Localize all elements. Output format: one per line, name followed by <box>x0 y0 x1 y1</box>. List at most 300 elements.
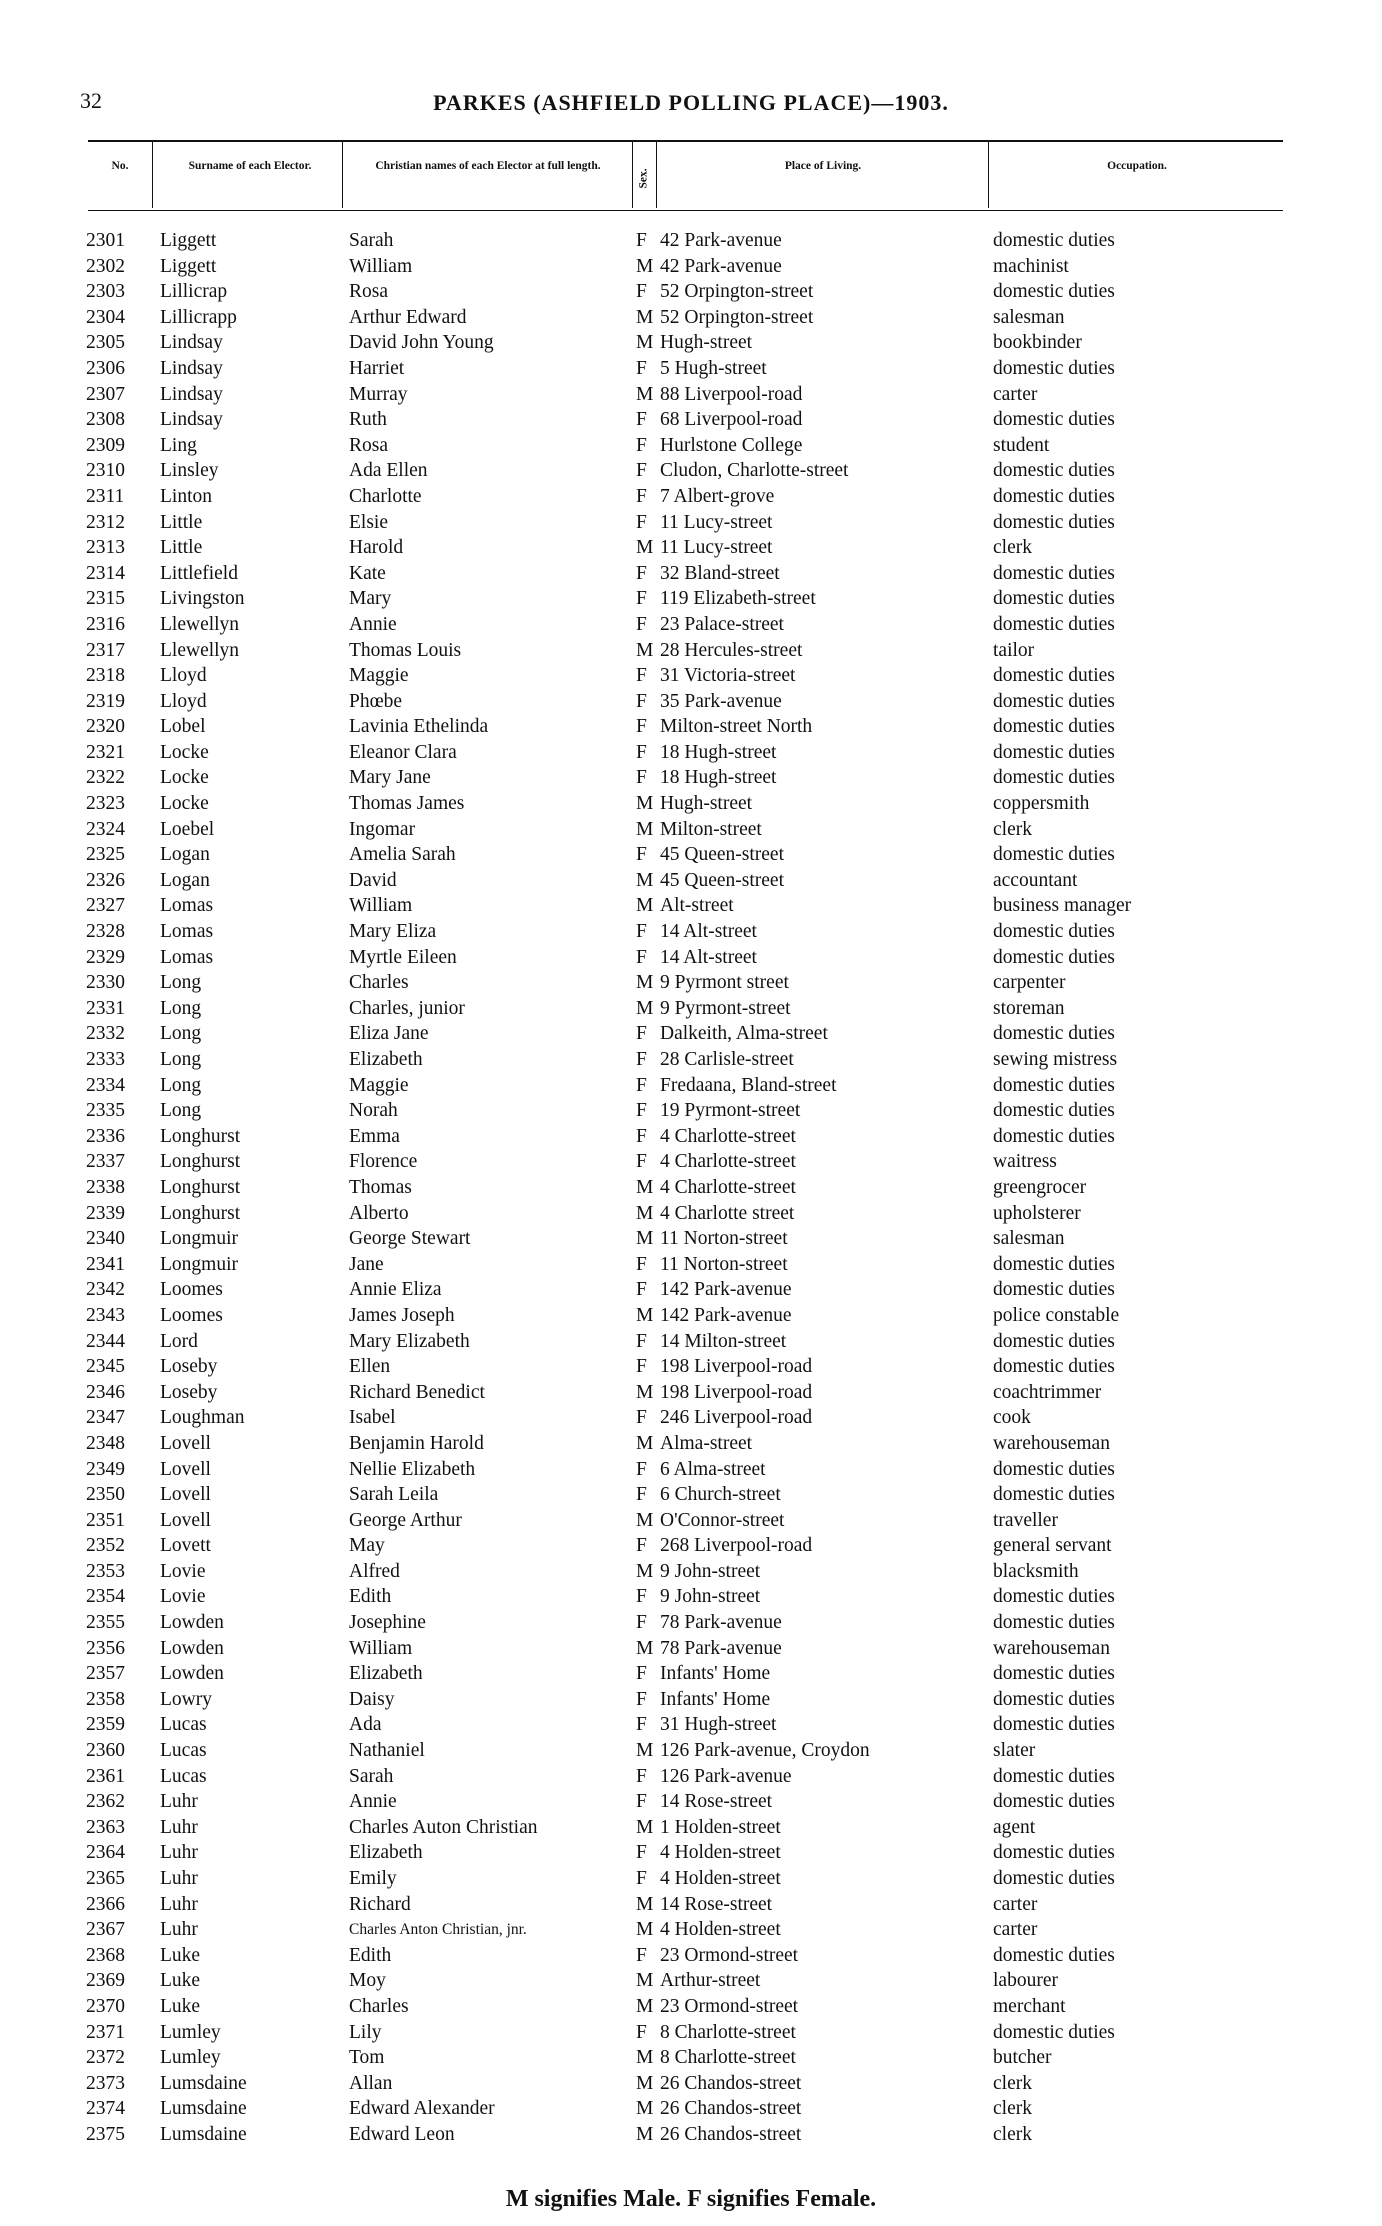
elector-surname: Loebel <box>160 818 215 840</box>
elector-sex: F <box>636 613 647 635</box>
elector-surname: Luke <box>160 1944 201 1966</box>
elector-christian-names: Nathaniel <box>349 1740 425 1762</box>
elector-number: 2318 <box>86 665 125 687</box>
elector-occupation: general servant <box>993 1535 1112 1557</box>
column-header-no: No. <box>111 160 129 172</box>
elector-surname: Lovell <box>160 1458 211 1480</box>
elector-surname: Lovie <box>160 1586 206 1608</box>
elector-surname: Ling <box>160 434 197 456</box>
elector-surname: Lindsay <box>160 357 223 379</box>
elector-surname: Lobel <box>160 716 206 738</box>
elector-place-of-living: 14 Alt-street <box>660 946 757 968</box>
elector-place-of-living: 26 Chandos-street <box>660 2072 802 2094</box>
elector-number: 2337 <box>86 1151 125 1173</box>
elector-row <box>0 330 1382 356</box>
elector-christian-names: Josephine <box>349 1612 426 1634</box>
elector-christian-names: David <box>349 869 397 891</box>
elector-place-of-living: Hugh-street <box>660 332 753 354</box>
elector-sex: M <box>636 537 654 559</box>
elector-sex: F <box>636 1663 647 1685</box>
elector-row <box>0 484 1382 510</box>
elector-row <box>0 1431 1382 1457</box>
elector-number: 2302 <box>86 255 125 277</box>
elector-place-of-living: 14 Milton-street <box>660 1330 787 1352</box>
elector-christian-names: Alberto <box>349 1202 409 1224</box>
elector-surname: Lomas <box>160 895 214 917</box>
elector-place-of-living: 8 Charlotte-street <box>660 2021 796 2043</box>
elector-sex: F <box>636 511 647 533</box>
elector-place-of-living: 9 Pyrmont-street <box>660 997 791 1019</box>
elector-row <box>0 638 1382 664</box>
elector-row <box>0 996 1382 1022</box>
elector-occupation: carpenter <box>993 972 1066 994</box>
elector-christian-names: Lavinia Ethelinda <box>349 716 489 738</box>
elector-row <box>0 2045 1382 2071</box>
elector-christian-names: Florence <box>349 1151 418 1173</box>
page-number: 32 <box>80 88 102 113</box>
elector-christian-names: William <box>349 255 413 277</box>
elector-sex: F <box>636 1074 647 1096</box>
elector-row <box>0 356 1382 382</box>
elector-place-of-living: 9 Pyrmont street <box>660 972 789 994</box>
elector-row <box>0 254 1382 280</box>
elector-number: 2319 <box>86 690 125 712</box>
elector-surname: Lloyd <box>160 665 207 687</box>
elector-surname: Lowden <box>160 1612 224 1634</box>
elector-occupation: storeman <box>993 997 1065 1019</box>
elector-place-of-living: 45 Queen-street <box>660 844 784 866</box>
elector-place-of-living: 5 Hugh-street <box>660 357 767 379</box>
elector-number: 2327 <box>86 895 125 917</box>
elector-sex: M <box>636 2047 654 2069</box>
elector-place-of-living: 1 Holden-street <box>660 1816 781 1838</box>
elector-occupation: domestic duties <box>993 511 1115 533</box>
elector-number: 2329 <box>86 946 125 968</box>
elector-occupation: domestic duties <box>993 1356 1115 1378</box>
elector-christian-names: Charles <box>349 972 409 994</box>
elector-sex: M <box>636 306 654 328</box>
elector-sex: F <box>636 844 647 866</box>
elector-place-of-living: Hurlstone College <box>660 434 803 456</box>
elector-number: 2313 <box>86 537 125 559</box>
elector-row <box>0 1968 1382 1994</box>
elector-christian-names: Tom <box>349 2047 385 2069</box>
elector-sex: M <box>636 1995 654 2017</box>
elector-surname: Locke <box>160 741 209 763</box>
elector-number: 2303 <box>86 281 125 303</box>
elector-place-of-living: 68 Liverpool-road <box>660 409 803 431</box>
elector-row <box>0 919 1382 945</box>
elector-christian-names: William <box>349 895 413 917</box>
elector-sex: F <box>636 1253 647 1275</box>
elector-surname: Luhr <box>160 1893 198 1915</box>
elector-surname: Luke <box>160 1995 201 2017</box>
elector-place-of-living: 88 Liverpool-road <box>660 383 803 405</box>
elector-occupation: coachtrimmer <box>993 1381 1102 1403</box>
elector-sex: F <box>636 1356 647 1378</box>
elector-row <box>0 817 1382 843</box>
elector-number: 2370 <box>86 1995 125 2017</box>
elector-surname: Longhurst <box>160 1125 241 1147</box>
elector-christian-names: Charles <box>349 1995 409 2017</box>
elector-christian-names: Mary Jane <box>349 767 431 789</box>
elector-place-of-living: Arthur-street <box>660 1970 761 1992</box>
elector-place-of-living: Dalkeith, Alma-street <box>660 1023 828 1045</box>
elector-row <box>0 1687 1382 1713</box>
elector-row <box>0 2122 1382 2148</box>
elector-number: 2361 <box>86 1765 125 1787</box>
elector-place-of-living: 4 Holden-street <box>660 1842 781 1864</box>
elector-sex: F <box>636 485 647 507</box>
elector-occupation: accountant <box>993 869 1078 891</box>
elector-number: 2316 <box>86 613 125 635</box>
elector-sex: F <box>636 1049 647 1070</box>
elector-sex: F <box>636 1125 647 1147</box>
elector-christian-names: Eleanor Clara <box>349 741 457 763</box>
elector-surname: Luhr <box>160 1842 198 1864</box>
elector-occupation: clerk <box>993 537 1032 559</box>
elector-sex: M <box>636 1740 654 1762</box>
elector-occupation: clerk <box>993 818 1032 840</box>
elector-sex: M <box>636 972 654 994</box>
elector-row <box>0 868 1382 894</box>
elector-christian-names: Thomas Louis <box>349 639 462 661</box>
elector-surname: Lovell <box>160 1432 211 1454</box>
elector-row <box>0 970 1382 996</box>
elector-place-of-living: 35 Park-avenue <box>660 690 782 712</box>
elector-occupation: domestic duties <box>993 2021 1115 2043</box>
elector-place-of-living: 14 Alt-street <box>660 921 757 943</box>
elector-place-of-living: 4 Holden-street <box>660 1868 781 1889</box>
elector-number: 2363 <box>86 1816 125 1838</box>
elector-christian-names: Alfred <box>349 1560 400 1582</box>
elector-place-of-living: 42 Park-avenue <box>660 230 782 251</box>
elector-surname: Long <box>160 1100 202 1122</box>
elector-row <box>0 714 1382 740</box>
elector-number: 2301 <box>86 230 125 251</box>
elector-occupation: domestic duties <box>993 921 1115 943</box>
elector-surname: Lucas <box>160 1740 207 1762</box>
elector-sex: F <box>636 1791 647 1813</box>
elector-place-of-living: 11 Norton-street <box>660 1228 788 1250</box>
elector-sex: F <box>636 434 647 456</box>
column-divider <box>342 142 343 208</box>
elector-place-of-living: 31 Hugh-street <box>660 1714 777 1736</box>
elector-row <box>0 765 1382 791</box>
elector-sex: M <box>636 1304 654 1326</box>
elector-surname: Luhr <box>160 1791 198 1813</box>
elector-occupation: domestic duties <box>993 1944 1115 1966</box>
elector-occupation: coppersmith <box>993 793 1090 815</box>
elector-christian-names: Thomas James <box>349 793 465 815</box>
elector-christian-names: Kate <box>349 562 386 584</box>
elector-christian-names: Annie <box>349 613 397 635</box>
elector-surname: Lindsay <box>160 332 223 354</box>
elector-row <box>0 1277 1382 1303</box>
elector-sex: F <box>636 1612 647 1634</box>
elector-sex: M <box>636 255 654 277</box>
elector-place-of-living: 4 Holden-street <box>660 1919 781 1941</box>
elector-occupation: domestic duties <box>993 1279 1115 1301</box>
elector-occupation: carter <box>993 1919 1038 1941</box>
elector-christian-names: Emma <box>349 1125 400 1147</box>
elector-place-of-living: 7 Albert-grove <box>660 485 775 507</box>
elector-place-of-living: 11 Lucy-street <box>660 537 773 559</box>
column-divider <box>632 142 633 208</box>
elector-occupation: domestic duties <box>993 741 1115 763</box>
elector-occupation: domestic duties <box>993 562 1115 584</box>
elector-place-of-living: 11 Norton-street <box>660 1253 788 1275</box>
elector-row <box>0 893 1382 919</box>
elector-sex: F <box>636 1458 647 1480</box>
elector-sex: F <box>636 1842 647 1864</box>
elector-row <box>0 586 1382 612</box>
elector-christian-names: Charles, junior <box>349 997 465 1019</box>
elector-number: 2350 <box>86 1484 125 1506</box>
elector-row <box>0 561 1382 587</box>
elector-occupation: blacksmith <box>993 1560 1079 1582</box>
elector-number: 2360 <box>86 1740 125 1762</box>
elector-occupation: domestic duties <box>993 1842 1115 1864</box>
elector-row <box>0 1840 1382 1866</box>
header-rule-bottom <box>88 210 1283 211</box>
elector-place-of-living: 4 Charlotte-street <box>660 1176 796 1198</box>
elector-number: 2348 <box>86 1432 125 1454</box>
elector-occupation: domestic duties <box>993 281 1115 303</box>
elector-number: 2335 <box>86 1100 125 1122</box>
elector-surname: Long <box>160 1049 202 1070</box>
elector-occupation: waitress <box>993 1151 1057 1173</box>
elector-christian-names: Jane <box>349 1253 384 1275</box>
elector-number: 2328 <box>86 921 125 943</box>
elector-christian-names: Rosa <box>349 434 388 456</box>
elector-surname: Luhr <box>160 1816 198 1838</box>
elector-row <box>0 1917 1382 1943</box>
elector-occupation: carter <box>993 383 1038 405</box>
elector-place-of-living: 4 Charlotte-street <box>660 1125 796 1147</box>
elector-number: 2336 <box>86 1125 125 1147</box>
elector-sex: F <box>636 1151 647 1173</box>
elector-christian-names: George Stewart <box>349 1228 471 1250</box>
elector-row <box>0 1405 1382 1431</box>
elector-row <box>0 407 1382 433</box>
elector-surname: Loomes <box>160 1279 223 1301</box>
column-header-sex: Sex. <box>637 168 650 189</box>
elector-row <box>0 1047 1382 1073</box>
elector-christian-names: David John Young <box>349 332 494 354</box>
elector-surname: Livingston <box>160 588 245 610</box>
elector-occupation: domestic duties <box>993 844 1115 866</box>
elector-christian-names: Sarah Leila <box>349 1484 439 1506</box>
elector-number: 2341 <box>86 1253 125 1275</box>
elector-christian-names: Charlotte <box>349 485 422 507</box>
elector-place-of-living: 32 Bland-street <box>660 562 780 584</box>
elector-place-of-living: Infants' Home <box>660 1688 771 1710</box>
elector-surname: Lowry <box>160 1688 212 1710</box>
column-divider <box>656 142 657 208</box>
elector-surname: Luhr <box>160 1919 198 1941</box>
elector-sex: F <box>636 1535 647 1557</box>
elector-place-of-living: 26 Chandos-street <box>660 2098 802 2120</box>
elector-christian-names: Nellie Elizabeth <box>349 1458 476 1480</box>
elector-christian-names: Norah <box>349 1100 398 1122</box>
elector-number: 2347 <box>86 1407 125 1429</box>
elector-place-of-living: 11 Lucy-street <box>660 511 773 533</box>
elector-number: 2312 <box>86 511 125 533</box>
elector-occupation: warehouseman <box>993 1432 1110 1454</box>
elector-number: 2306 <box>86 357 125 379</box>
elector-number: 2326 <box>86 869 125 891</box>
column-divider <box>152 142 153 208</box>
elector-number: 2330 <box>86 972 125 994</box>
elector-occupation: police constable <box>993 1304 1120 1326</box>
elector-surname: Long <box>160 1074 202 1096</box>
elector-sex: M <box>636 997 654 1019</box>
elector-place-of-living: 23 Ormond-street <box>660 1944 799 1966</box>
elector-christian-names: Sarah <box>349 230 394 251</box>
elector-christian-names: Edward Leon <box>349 2123 455 2145</box>
elector-occupation: salesman <box>993 306 1065 328</box>
elector-row <box>0 1073 1382 1099</box>
elector-christian-names: Edward Alexander <box>349 2098 495 2120</box>
elector-surname: Loughman <box>160 1407 245 1429</box>
elector-occupation: upholsterer <box>993 1202 1081 1224</box>
elector-place-of-living: 19 Pyrmont-street <box>660 1100 801 1122</box>
elector-number: 2311 <box>86 485 125 507</box>
elector-place-of-living: Alma-street <box>660 1432 753 1454</box>
elector-number: 2351 <box>86 1509 125 1531</box>
elector-sex: F <box>636 1100 647 1122</box>
elector-number: 2332 <box>86 1023 125 1045</box>
elector-number: 2305 <box>86 332 125 354</box>
elector-row <box>0 612 1382 638</box>
elector-surname: Linsley <box>160 460 219 482</box>
elector-place-of-living: Fredaana, Bland-street <box>660 1074 837 1096</box>
elector-row <box>0 1201 1382 1227</box>
elector-occupation: domestic duties <box>993 1663 1115 1685</box>
elector-number: 2349 <box>86 1458 125 1480</box>
elector-number: 2333 <box>86 1049 125 1070</box>
elector-occupation: clerk <box>993 2123 1032 2145</box>
elector-number: 2356 <box>86 1637 125 1659</box>
header-rule-top <box>88 140 1283 142</box>
elector-number: 2344 <box>86 1330 125 1352</box>
elector-row <box>0 510 1382 536</box>
elector-surname: Logan <box>160 869 210 891</box>
elector-sex: F <box>636 1688 647 1710</box>
elector-surname: Lovett <box>160 1535 211 1557</box>
elector-surname: Lumsdaine <box>160 2072 247 2094</box>
elector-row <box>0 1559 1382 1585</box>
elector-surname: Lloyd <box>160 690 207 712</box>
elector-surname: Lord <box>160 1330 198 1352</box>
elector-surname: Longmuir <box>160 1228 238 1250</box>
elector-surname: Long <box>160 1023 202 1045</box>
elector-row <box>0 1789 1382 1815</box>
elector-occupation: domestic duties <box>993 409 1115 431</box>
elector-sex: M <box>636 1202 654 1224</box>
elector-number: 2362 <box>86 1791 125 1813</box>
elector-row <box>0 740 1382 766</box>
elector-christian-names: Arthur Edward <box>349 306 467 328</box>
elector-christian-names: William <box>349 1637 413 1659</box>
elector-place-of-living: 78 Park-avenue <box>660 1637 782 1659</box>
elector-surname: Liggett <box>160 230 217 251</box>
elector-number: 2358 <box>86 1688 125 1710</box>
elector-number: 2375 <box>86 2123 125 2145</box>
elector-occupation: domestic duties <box>993 946 1115 968</box>
elector-sex: F <box>636 562 647 584</box>
elector-number: 2320 <box>86 716 125 738</box>
elector-surname: Little <box>160 537 203 559</box>
elector-sex: F <box>636 716 647 738</box>
elector-sex: F <box>636 690 647 712</box>
elector-christian-names: Sarah <box>349 1765 394 1787</box>
elector-surname: Luhr <box>160 1868 198 1889</box>
elector-sex: F <box>636 1586 647 1608</box>
elector-row <box>0 1610 1382 1636</box>
elector-surname: Lucas <box>160 1765 207 1787</box>
elector-occupation: domestic duties <box>993 767 1115 789</box>
elector-occupation: traveller <box>993 1509 1058 1531</box>
elector-place-of-living: O'Connor-street <box>660 1509 785 1531</box>
elector-occupation: student <box>993 434 1050 456</box>
elector-occupation: domestic duties <box>993 1765 1115 1787</box>
elector-christian-names: Annie Eliza <box>349 1279 442 1301</box>
elector-place-of-living: 198 Liverpool-road <box>660 1356 813 1378</box>
elector-number: 2355 <box>86 1612 125 1634</box>
elector-row <box>0 1457 1382 1483</box>
elector-row <box>0 1738 1382 1764</box>
elector-surname: Lowden <box>160 1663 224 1685</box>
elector-place-of-living: Milton-street North <box>660 716 813 738</box>
elector-row <box>0 1764 1382 1790</box>
elector-occupation: domestic duties <box>993 1125 1115 1147</box>
elector-place-of-living: 14 Rose-street <box>660 1893 773 1915</box>
elector-surname: Lumsdaine <box>160 2098 247 2120</box>
elector-number: 2369 <box>86 1970 125 1992</box>
elector-place-of-living: 78 Park-avenue <box>660 1612 782 1634</box>
elector-number: 2353 <box>86 1560 125 1582</box>
elector-surname: Llewellyn <box>160 613 240 635</box>
elector-number: 2373 <box>86 2072 125 2094</box>
elector-christian-names: Richard <box>349 1893 411 1915</box>
elector-occupation: domestic duties <box>993 1868 1115 1889</box>
elector-surname: Liggett <box>160 255 217 277</box>
elector-row <box>0 1021 1382 1047</box>
elector-christian-names: Allan <box>349 2072 393 2094</box>
elector-sex: M <box>636 793 654 815</box>
elector-sex: M <box>636 2123 654 2145</box>
elector-christian-names: Charles Anton Christian, jnr. <box>349 1921 527 1939</box>
elector-occupation: carter <box>993 1893 1038 1915</box>
elector-sex: M <box>636 1893 654 1915</box>
elector-christian-names: Annie <box>349 1791 397 1813</box>
elector-row <box>0 1866 1382 1892</box>
elector-sex: F <box>636 1714 647 1736</box>
elector-row <box>0 2096 1382 2122</box>
elector-row <box>0 458 1382 484</box>
elector-place-of-living: 268 Liverpool-road <box>660 1535 813 1557</box>
elector-row <box>0 1175 1382 1201</box>
elector-number: 2310 <box>86 460 125 482</box>
elector-occupation: domestic duties <box>993 1791 1115 1813</box>
elector-row <box>0 663 1382 689</box>
elector-place-of-living: 126 Park-avenue, Croydon <box>660 1740 870 1762</box>
elector-surname: Luke <box>160 1970 201 1992</box>
elector-row <box>0 2020 1382 2046</box>
elector-surname: Llewellyn <box>160 639 240 661</box>
